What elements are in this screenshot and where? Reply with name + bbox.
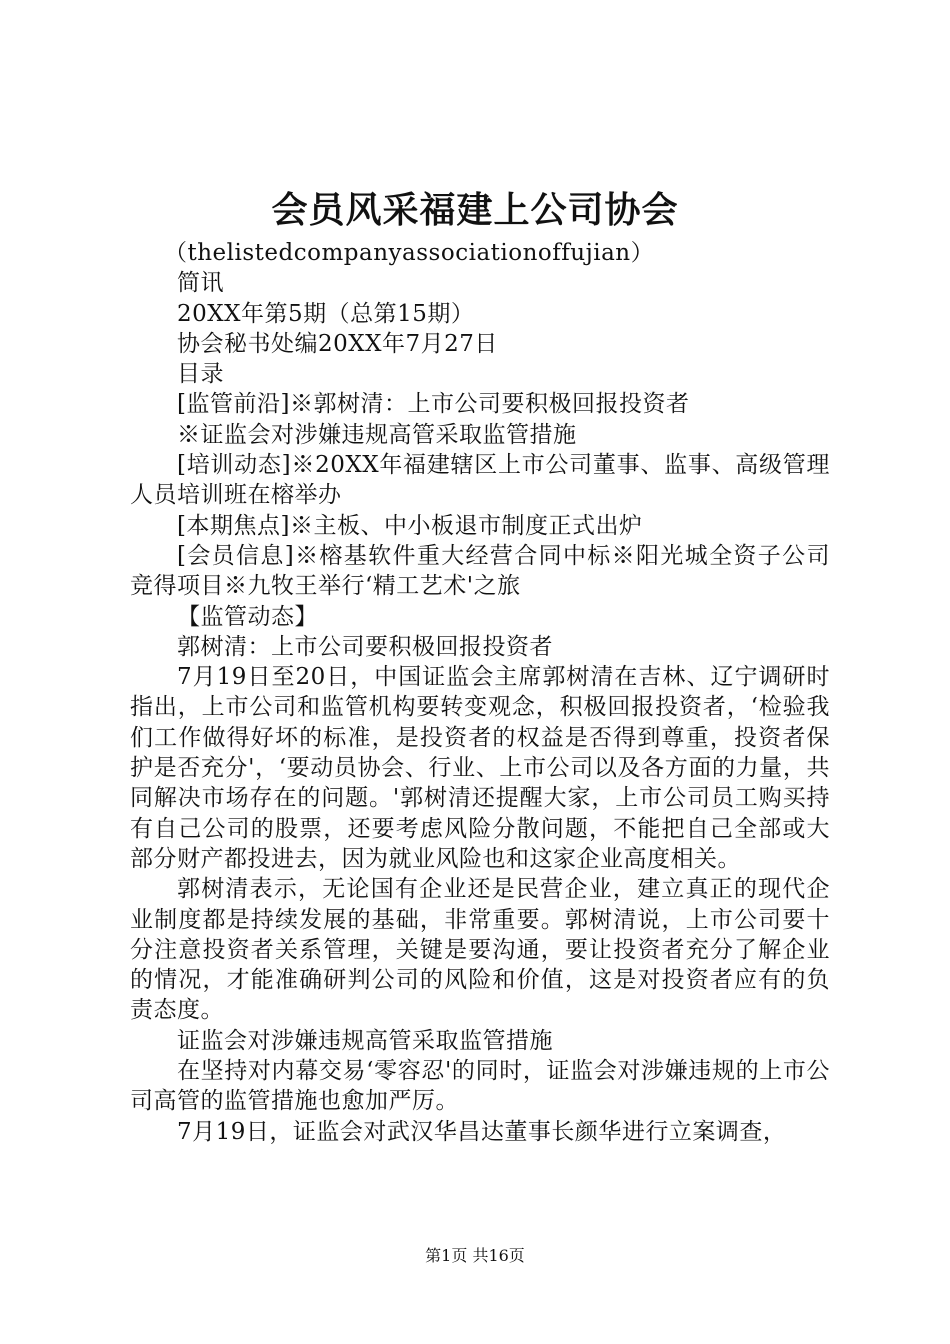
english-subtitle: （thelistedcompanyassociationoffujian）: [164, 240, 655, 266]
issue-number: 20XX年第5期（总第15期）: [177, 300, 475, 327]
article-paragraph: 7月19日，证监会对武汉华昌达董事长颜华进行立案调查，: [177, 1118, 787, 1145]
article-paragraph: 7月19日至20日，中国证监会主席郭树清在吉林、辽宁调研时指出，上市公司和监管机构要转变观念，积极回报投资者，‘检验我们工作做得好坏的标准，是投资者的权益是否得到尊重，投资者保护是否充分'，‘要动员协会、行业、上市公司以及各方面的力量，共同解决市场存在的问题。'郭树清还提醒大家，上市公司员工购买持有自己公司的股票，还要考虑风险分散问题，不能把自己全部或大部分财产都投进去，因为就业风险也和这家企业高度相关。: [130, 664, 830, 872]
section-heading: 【监管动态】: [177, 603, 318, 630]
article-paragraph: 在坚持对内幕交易‘零容忍'的同时，证监会对涉嫌违规的上市公司高管的监管措施也愈加严厉。: [130, 1058, 830, 1115]
editor-date-line: 协会秘书处编20XX年7月27日: [177, 330, 498, 357]
article-title: 证监会对涉嫌违规高管采取监管措施: [177, 1027, 553, 1054]
contents-item: [会员信息]※榕基软件重大经营合同中标※阳光城全资子公司竞得项目※九牧王举行‘精工艺术'之旅: [130, 542, 830, 600]
contents-item: [本期焦点]※主板、中小板退市制度正式出炉: [177, 512, 643, 539]
page-title: 会员风采福建上公司协会: [271, 189, 679, 231]
contents-item: ※证监会对涉嫌违规高管采取监管措施: [177, 421, 577, 448]
article-paragraph: 郭树清表示，无论国有企业还是民营企业，建立真正的现代企业制度都是持续发展的基础，非常重要。郭树清说，上市公司要十分注意投资者关系管理，关键是要沟通，要让投资者充分了解企业的情况，才能准确研判公司的风险和价值，这是对投资者应有的负责态度。: [130, 876, 830, 1024]
contents-item: [监管前沿]※郭树清：上市公司要积极回报投资者: [177, 391, 690, 418]
newsletter-label: 简讯: [177, 270, 224, 297]
contents-item: [培训动态]※20XX年福建辖区上市公司董事、监事、高级管理人员培训班在榕举办: [130, 452, 830, 509]
article-title: 郭树清：上市公司要积极回报投资者: [177, 633, 553, 660]
page-footer: 第1页 共16页: [425, 1246, 525, 1265]
contents-heading: 目录: [177, 361, 224, 388]
document-body: [130, 238, 830, 1147]
